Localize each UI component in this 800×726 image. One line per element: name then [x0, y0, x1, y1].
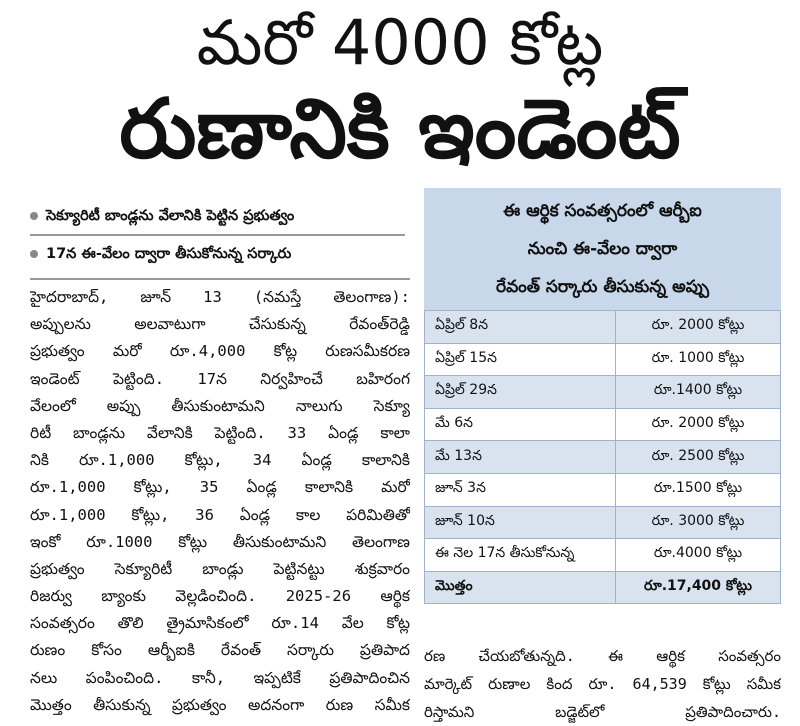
table-total-row: [425, 571, 781, 604]
body-line: రుణం కోసం ఆర్బీఐకి రేవంత్ సర్కారు ప్రతిపాద: [30, 641, 410, 660]
body-line: వేలంలో అప్పు తీసుకుంటామని నాలుగు సెక్యూ: [30, 396, 410, 415]
column-divider: [30, 278, 410, 280]
bullet-dot-icon: [30, 212, 38, 220]
body-line: రిజర్వు బ్యాంకు వెల్లడించింది. 2025-26 ఆర్థిక: [30, 587, 410, 606]
row-date: ఈ నెల 17న తీసుకోనున్న: [425, 539, 616, 572]
row-amount: రూ. 2000 కోట్లు: [616, 408, 781, 441]
body-line: ప్రభుత్వం సెక్యూరిటీ బాండ్లు పెట్టినట్టు శుక్రవారం: [30, 559, 410, 578]
row-date: జూన్ 10న: [425, 506, 616, 539]
body-line: రిస్తామని బడ్జెట్‌లో ప్రతిపాదించారు.: [424, 703, 781, 721]
row-amount: రూ. 3000 కోట్లు: [616, 506, 781, 539]
article-body-continued: [424, 642, 781, 726]
table-title-line: ఈ ఆర్థిక సంవత్సరంలో ఆర్బీఐ: [503, 201, 702, 221]
bullet-item: [30, 236, 405, 272]
total-amount: రూ.17,400 కోట్లు: [616, 571, 781, 604]
row-date: జూన్ 3న: [425, 473, 616, 506]
total-label: మొత్తం: [425, 571, 616, 604]
headline-line-2: రుణానికి ఇండెంట్: [119, 82, 681, 177]
body-line: హైదరాబాద్, జూన్ 13 (నమస్తే తెలంగాణ):: [30, 288, 410, 306]
body-line: సంవత్సరం తొలి త్రైమాసికంలో రూ.14 వేల కోట్ల: [30, 614, 410, 633]
table-title-line: నుంచి ఈ-వేలం ద్వారా: [527, 239, 678, 259]
table-row: [425, 408, 781, 441]
body-line: రూ.1,000 కోట్లు, 36 ఏండ్ల కాల పరిమితితో: [30, 505, 410, 524]
article-body: [30, 284, 410, 719]
loan-table-box: [424, 188, 781, 604]
body-line: అప్పులను అలవాటుగా చేసుకున్న రేవంత్‌రెడ్డి: [30, 315, 410, 334]
body-line: నికి రూ.1,000 కోట్లు, 34 ఏండ్ల కాలానికి: [30, 451, 410, 470]
row-date: మే 13న: [425, 441, 616, 474]
headline-line-1: మరో 4000 కోట్ల: [196, 6, 604, 79]
table-row: [425, 376, 781, 409]
subheadline-bullets: [30, 198, 405, 272]
table-row: [425, 311, 781, 344]
row-date: ఏప్రిల్ 29న: [425, 376, 616, 409]
body-line: మొత్తం తీసుకున్న ప్రభుత్వం అదనంగా రుణ సమీక: [30, 695, 410, 714]
table-row: [425, 441, 781, 474]
body-line: ఇండెంట్ పెట్టింది. 17న నిర్వహించే బహిరంగ: [30, 369, 410, 388]
row-amount: రూ. 1000 కోట్లు: [616, 343, 781, 376]
row-date: ఏప్రిల్ 15న: [425, 343, 616, 376]
row-amount: రూ.1400 కోట్లు: [616, 376, 781, 409]
body-line: రణ చేయబోతున్నది. ఈ ఆర్థిక సంవత్సరం: [424, 647, 781, 665]
table-row: [425, 506, 781, 539]
bullet-text: 17న ఈ-వేలం ద్వారా తీసుకోనున్న సర్కారు: [46, 246, 292, 262]
table-title-line: రేవంత్ సర్కారు తీసుకున్న అప్పు: [495, 277, 710, 297]
row-date: ఏప్రిల్ 8న: [425, 311, 616, 344]
row-amount: రూ. 2500 కోట్లు: [616, 441, 781, 474]
bullet-item: [30, 198, 405, 234]
body-line: మార్కెట్ రుణాల కింద రూ. 64,539 కోట్లు సమీక: [424, 675, 781, 693]
body-line: నలు పంపించింది. కానీ, ఇప్పటికే ప్రతిపాదించిన: [30, 668, 410, 687]
body-line: ప్రభుత్వం మరో రూ.4,000 కోట్ల రుణసమీకరణ: [30, 342, 410, 361]
body-line: రిటీ బాండ్లను వేలానికి పెట్టింది. 33 ఏండ్ల కాలా: [30, 423, 410, 442]
table-row: [425, 539, 781, 572]
bullet-dot-icon: [30, 250, 38, 258]
table-row: [425, 473, 781, 506]
row-amount: రూ.1500 కోట్లు: [616, 473, 781, 506]
row-date: మే 6న: [425, 408, 616, 441]
row-amount: రూ. 2000 కోట్లు: [616, 311, 781, 344]
table-row: [425, 343, 781, 376]
table-title: [424, 188, 781, 310]
bullet-text: సెక్యూరిటీ బాండ్లను వేలానికి పెట్టిన ప్రభుత్వం: [46, 208, 295, 224]
loan-table: [424, 310, 781, 604]
body-line: రూ.1,000 కోట్లు, 35 ఏండ్ల కాలానికి మరో: [30, 478, 410, 497]
row-amount: రూ.4000 కోట్లు: [616, 539, 781, 572]
body-line: ఇంకో రూ.1000 కోట్లు తీసుకుంటామని తెలంగాణ: [30, 532, 410, 551]
